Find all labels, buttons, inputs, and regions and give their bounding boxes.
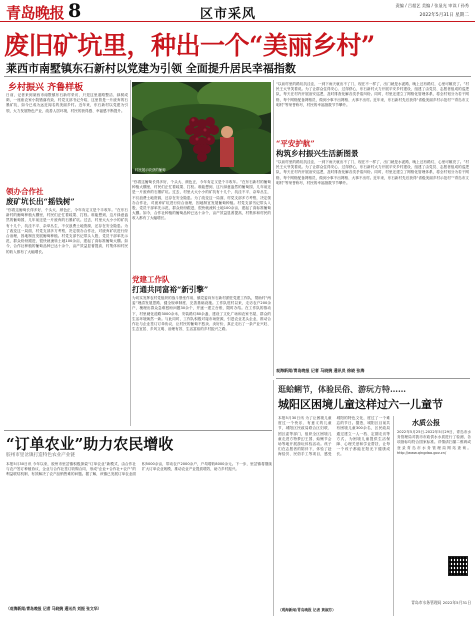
photo-caption: 村民展示收获的葡萄	[135, 168, 166, 172]
notice-body: 2022年5月25日-2022年5月29日，青岛市水务管理局对我市市政供水水质进行了检测，各项指标均符合国家标准。详情请扫描二维码或登录青岛市水务管理局网站查询。http://www.qingdao.gov.cn/	[397, 430, 471, 455]
section-mid-subtitle: 打通共同富裕“新引擎”	[132, 285, 209, 294]
column-divider	[393, 416, 394, 616]
page-number: 8	[68, 0, 82, 22]
story3-body: 本报5月30日讯 为了让困境儿童度过一个快乐、有意义的儿童节，城阳区民政局联合区妇联、团区委等部门，组织全区困境儿童走进方特梦幻王国、蛤蜊节会场等地开展游玩体验活动。孩子们在志愿者的陪伴下，体验了赶海拾贝、民俗手工等项目，感受城阳的特色文化，度过了一个难忘的节日。据悉，城阳区目前共有困境儿童300余名，区民政局通过建立一人一档、定期走访等方式，为困境儿童提供生活保障、心理关爱和学业帮扶，让每一个孩子都能在阳光下健康成长。	[278, 416, 390, 457]
section-title: 区市采风	[200, 7, 257, 22]
section-right-title: “平安护航”	[276, 139, 315, 148]
grapes-photo	[132, 82, 271, 174]
lead-body-mid: 为切实发挥农村党组织的战斗堡垒作用，镇党委向东石新村派驻党建工作队，帮助村“两委”理清发展思路、健全规章制度、完善基础设施。工作队驻村以来，走访农户200余户，梳理出群众急难愁盼问题30余个，并逐一建立台账、限时办结。在工作队的推动下，村里硬化道路3000余米，安装路灯80余盏，建设了文化广场和农家书屋，群众的生活环境焕然一新。与此同时，工作队积极对接市场资源，引进农业龙头企业，推动合作社与企业签订订单协议，让村民的葡萄不愁卖、卖好价，真正走出了一条产业兴旺、生态宜居、乡风文明、治理有效、生活富裕的乡村振兴之路。	[132, 296, 271, 332]
editor-credits: 责编 / 吕超艺 美编 / 张显光 审读 / 孙秀	[395, 3, 469, 8]
story2-body: 本报5月30日讯 今年以来，胶州市里岔镇积极探索“订单农业”新模式，由合作社与农户签订种植协议，企业与合作社签订收购合同，形成“企业+合作社+农户”的利益联结机制，有效解决了农产品销售难的问题。据了解，该镇已发展订单农业面积5000余亩，带动农户2000余户，户均增收8000余元。下一步，里岔镇将继续扩大订单农业规模，推动农业产业提质增效，助力乡村振兴。	[6, 462, 272, 477]
masthead	[0, 0, 475, 22]
column-divider	[273, 80, 274, 376]
section-left-subtitle: 废矿坑长出“摇钱树”	[6, 197, 75, 206]
lead-intro: 日前，记者来到莱西市南墅镇东石新村采访，只见这里道路整洁、绿树成荫，一座座农家小院错落有致，村党支部书记介绍，这里曾是一片废弃的石墨矿坑，如今已成为远近闻名的美丽乡村。近年来，东石新村以党建为引领，大力发展特色产业，改善人居环境，村民的获得感、幸福感不断提升。	[6, 93, 128, 113]
lead-headline: 废旧矿坑里，种出一个“美丽乡村”	[4, 31, 375, 60]
story3-byline: （观海新闻/青岛晚报 记者 黄淑芬）	[278, 608, 336, 612]
grapes-illustration	[132, 82, 271, 174]
lead-body-right: “以前村里的路坑坑洼洼，一到下雨天就出不了门，现在不一样了，出门就是水泥路，晚上还有路灯，心里可敞亮了。”村民王大爷笑着说。为了让群众住得安心、过得舒心，东石新村大力开展平安乡村建设，组建了由党员、志愿者组成的巡逻队，每天在村内开展治安巡逻，及时排查化解各类矛盾纠纷。同时，村里还建立了网格化管理体系，将全村划分为若干网格，每个网格配备网格员，做到小事不出网格、大事不出村。近年来，东石新村先后获得“省级美丽乡村示范村”“青岛市文明村”等荣誉称号，村民的幸福指数节节攀升。	[276, 160, 469, 185]
section-mid-title: 党建工作队	[132, 275, 170, 284]
qr-code	[448, 556, 468, 576]
lead-body-left: “你看这葡萄长得多好，个头大、颜色正，今年肯定又是个丰收年。”在东石新村的葡萄种植大棚里，村民们正忙着疏果、打杈。谁能想到，这片绿意盎然的葡萄园，几年前还是一片废弃的石墨矿坑。过去，村里大大小小的矿坑有十几个，坑洼不平、杂草丛生，不仅浪费土地资源，还存在安全隐患。为了改变这一局面，村党支部多方考察，决定领办合作社，对废弃矿坑进行综合治理，因地制宜发展葡萄种植。村党支部书记带头入股，党员干部率先示范，群众纷纷跟进，很快就流转土地100余亩，建起了高标准葡萄大棚。如今，合作社种植的葡萄品种已达十余个，亩产效益显著提高，村集体和村民的收入都有了大幅增长。	[6, 208, 128, 254]
story2-subhead: 胶州市里岔镇打造特色农业产业链	[6, 453, 75, 458]
divider	[4, 76, 471, 77]
lead-body-right-top: “以前村里的路坑坑洼洼，一到下雨天就出不了门，现在不一样了，出门就是水泥路，晚上还有路灯，心里可敞亮了。”村民王大爷笑着说。为了让群众住得安心、过得舒心，东石新村大力开展平安乡村建设，组建了由党员、志愿者组成的巡逻队，每天在村内开展治安巡逻，及时排查化解各类矛盾纠纷。同时，村里还建立了网格化管理体系，将全村划分为若干网格，每个网格配备网格员，做到小事不出网格、大事不出村。近年来，东石新村先后获得“省级美丽乡村示范村”“青岛市文明村”等荣誉称号，村民的幸福指数节节攀升。	[276, 82, 469, 107]
notice-title: 水质公报	[412, 418, 440, 427]
notice-footer: 青岛市水务管理局 2022年5月31日	[411, 600, 471, 605]
story3-kicker: 逛蛤蜊节，体验民俗、游玩方特……	[278, 384, 406, 394]
column-divider	[273, 380, 274, 616]
story2-byline: （观海新闻/青岛晚报 记者 马晓婉 通讯员 刘振 张文华）	[6, 606, 102, 611]
lead-byline: 观海新闻/青岛晚报 记者 马晓婉 通讯员 徐晓 张海	[276, 368, 365, 373]
lead-body-mid-top: “你看这葡萄长得多好，个头大、颜色正，今年肯定又是个丰收年。”在东石新村的葡萄种植大棚里，村民们正忙着疏果、打杈。谁能想到，这片绿意盎然的葡萄园，几年前还是一片废弃的石墨矿坑。过去，村里大大小小的矿坑有十几个，坑洼不平、杂草丛生，不仅浪费土地资源，还存在安全隐患。为了改变这一局面，村党支部多方考察，决定领办合作社，对废弃矿坑进行综合治理，因地制宜发展葡萄种植。村党支部书记带头入股，党员干部率先示范，群众纷纷跟进，很快就流转土地100余亩，建起了高标准葡萄大棚。如今，合作社种植的葡萄品种已达十余个，亩产效益显著提高，村集体和村民的收入都有了大幅增长。	[132, 180, 271, 221]
campaign-badge: 乡村振兴 齐鲁样板	[8, 83, 84, 93]
section-right-subtitle: 构筑乡村振兴生活新图景	[276, 149, 359, 158]
column-divider	[130, 80, 131, 426]
lead-subhead: 莱西市南墅镇东石新村以党建为引领 全面提升居民幸福指数	[6, 62, 296, 75]
story2-headline: “订单农业”助力农民增收	[6, 435, 174, 453]
section-left-title: 领办合作社	[6, 187, 44, 196]
divider	[4, 430, 272, 431]
newspaper-logo: 青岛晚报	[6, 4, 65, 22]
divider	[276, 378, 470, 379]
issue-date: 2022年5月31日 星期二	[419, 13, 469, 18]
story3-headline: 城阳区困境儿童这样过六一儿童节	[278, 398, 443, 411]
